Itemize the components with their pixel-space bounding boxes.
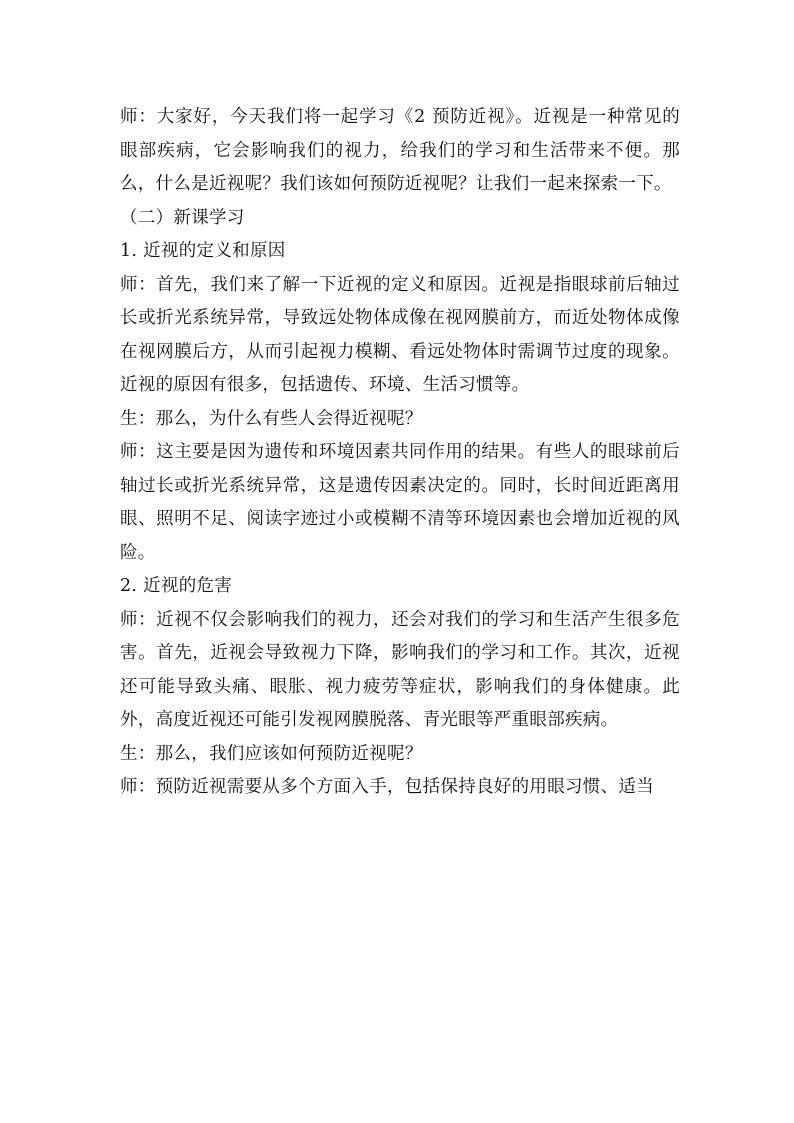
paragraph-prevention: 师：预防近视需要从多个方面入手，包括保持良好的用眼习惯、适当 bbox=[120, 777, 654, 797]
paragraph-student-question-2: 生：那么，我们应该如何预防近视呢？ bbox=[120, 743, 423, 764]
subsection-heading-definition: 1. 近视的定义和原因 bbox=[120, 241, 286, 261]
section-heading-new-lesson: （二）新课学习 bbox=[120, 207, 245, 228]
document-body bbox=[120, 101, 680, 805]
paragraph-harm: 师：近视不仅会影响我们的视力，还会对我们的学习和生活产生很多危害。首先，近视会导致视力下降，影响我们的学习和工作。其次，近视还可能导致头痛、眼胀、视力疲劳等症状，影响我们的身体健康。此外，高度近视还可能引发视网膜脱落、青光眼等严重眼部疾病。 bbox=[120, 609, 680, 730]
paragraph-intro: 师：大家好，今天我们将一起学习《2 预防近视》。近视是一种常见的眼部疾病，它会影响我们的视力，给我们的学习和生活带来不便。那么，什么是近视呢？我们该如何预防近视呢？让我们一起来探索一下。 bbox=[120, 107, 680, 194]
paragraph-student-question-1: 生：那么，为什么有些人会得近视呢？ bbox=[120, 408, 423, 429]
subsection-heading-harm: 2. 近视的危害 bbox=[120, 576, 233, 596]
paragraph-definition: 师：首先，我们来了解一下近视的定义和原因。近视是指眼球前后轴过长或折光系统异常，导致远处物体成像在视网膜前方，而近处物体成像在视网膜后方，从而引起视力模糊、看远处物体时需调节过度的现象。近视的原因有很多，包括遗传、环境、生活习惯等。 bbox=[120, 274, 680, 395]
paragraph-causes: 师：这主要是因为遗传和环境因素共同作用的结果。有些人的眼球前后轴过长或折光系统异常，这是遗传因素决定的。同时，长时间近距离用眼、照明不足、阅读字迹过小或模糊不清等环境因素也会增加近视的风险。 bbox=[120, 442, 680, 563]
